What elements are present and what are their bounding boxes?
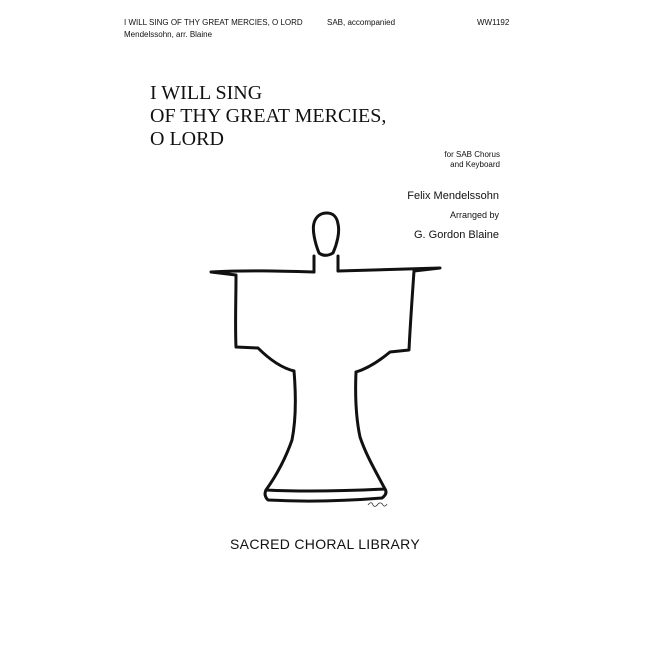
artist-signature [368, 503, 387, 507]
library-name: SACRED CHORAL LIBRARY [230, 536, 420, 552]
cover-title [150, 82, 386, 151]
header-catalog-number: WW1192 [477, 18, 510, 27]
header-voicing: SAB, accompanied [327, 18, 396, 27]
arranger-name: G. Gordon Blaine [414, 229, 499, 241]
figure-robe [266, 371, 385, 491]
figure-head [313, 213, 338, 255]
cover-title-line: OF THY GREAT MERCIES, [150, 105, 387, 127]
figure-arms [211, 268, 440, 372]
scoring-line: and Keyboard [450, 160, 500, 169]
header-composer-arranger: Mendelssohn, arr. Blaine [124, 30, 213, 39]
scoring-note [444, 150, 500, 170]
composer-name: Felix Mendelssohn [407, 190, 499, 202]
arranged-by-label: Arranged by [449, 210, 499, 220]
cover-title-line: I WILL SING [150, 82, 263, 104]
figure-robe-hem [265, 489, 386, 501]
scoring-line: for SAB Chorus [444, 150, 500, 159]
figure-collar [314, 256, 338, 272]
cover-title-line: O LORD [150, 128, 224, 150]
header-title: I WILL SING OF THY GREAT MERCIES, O LORD [124, 18, 303, 27]
